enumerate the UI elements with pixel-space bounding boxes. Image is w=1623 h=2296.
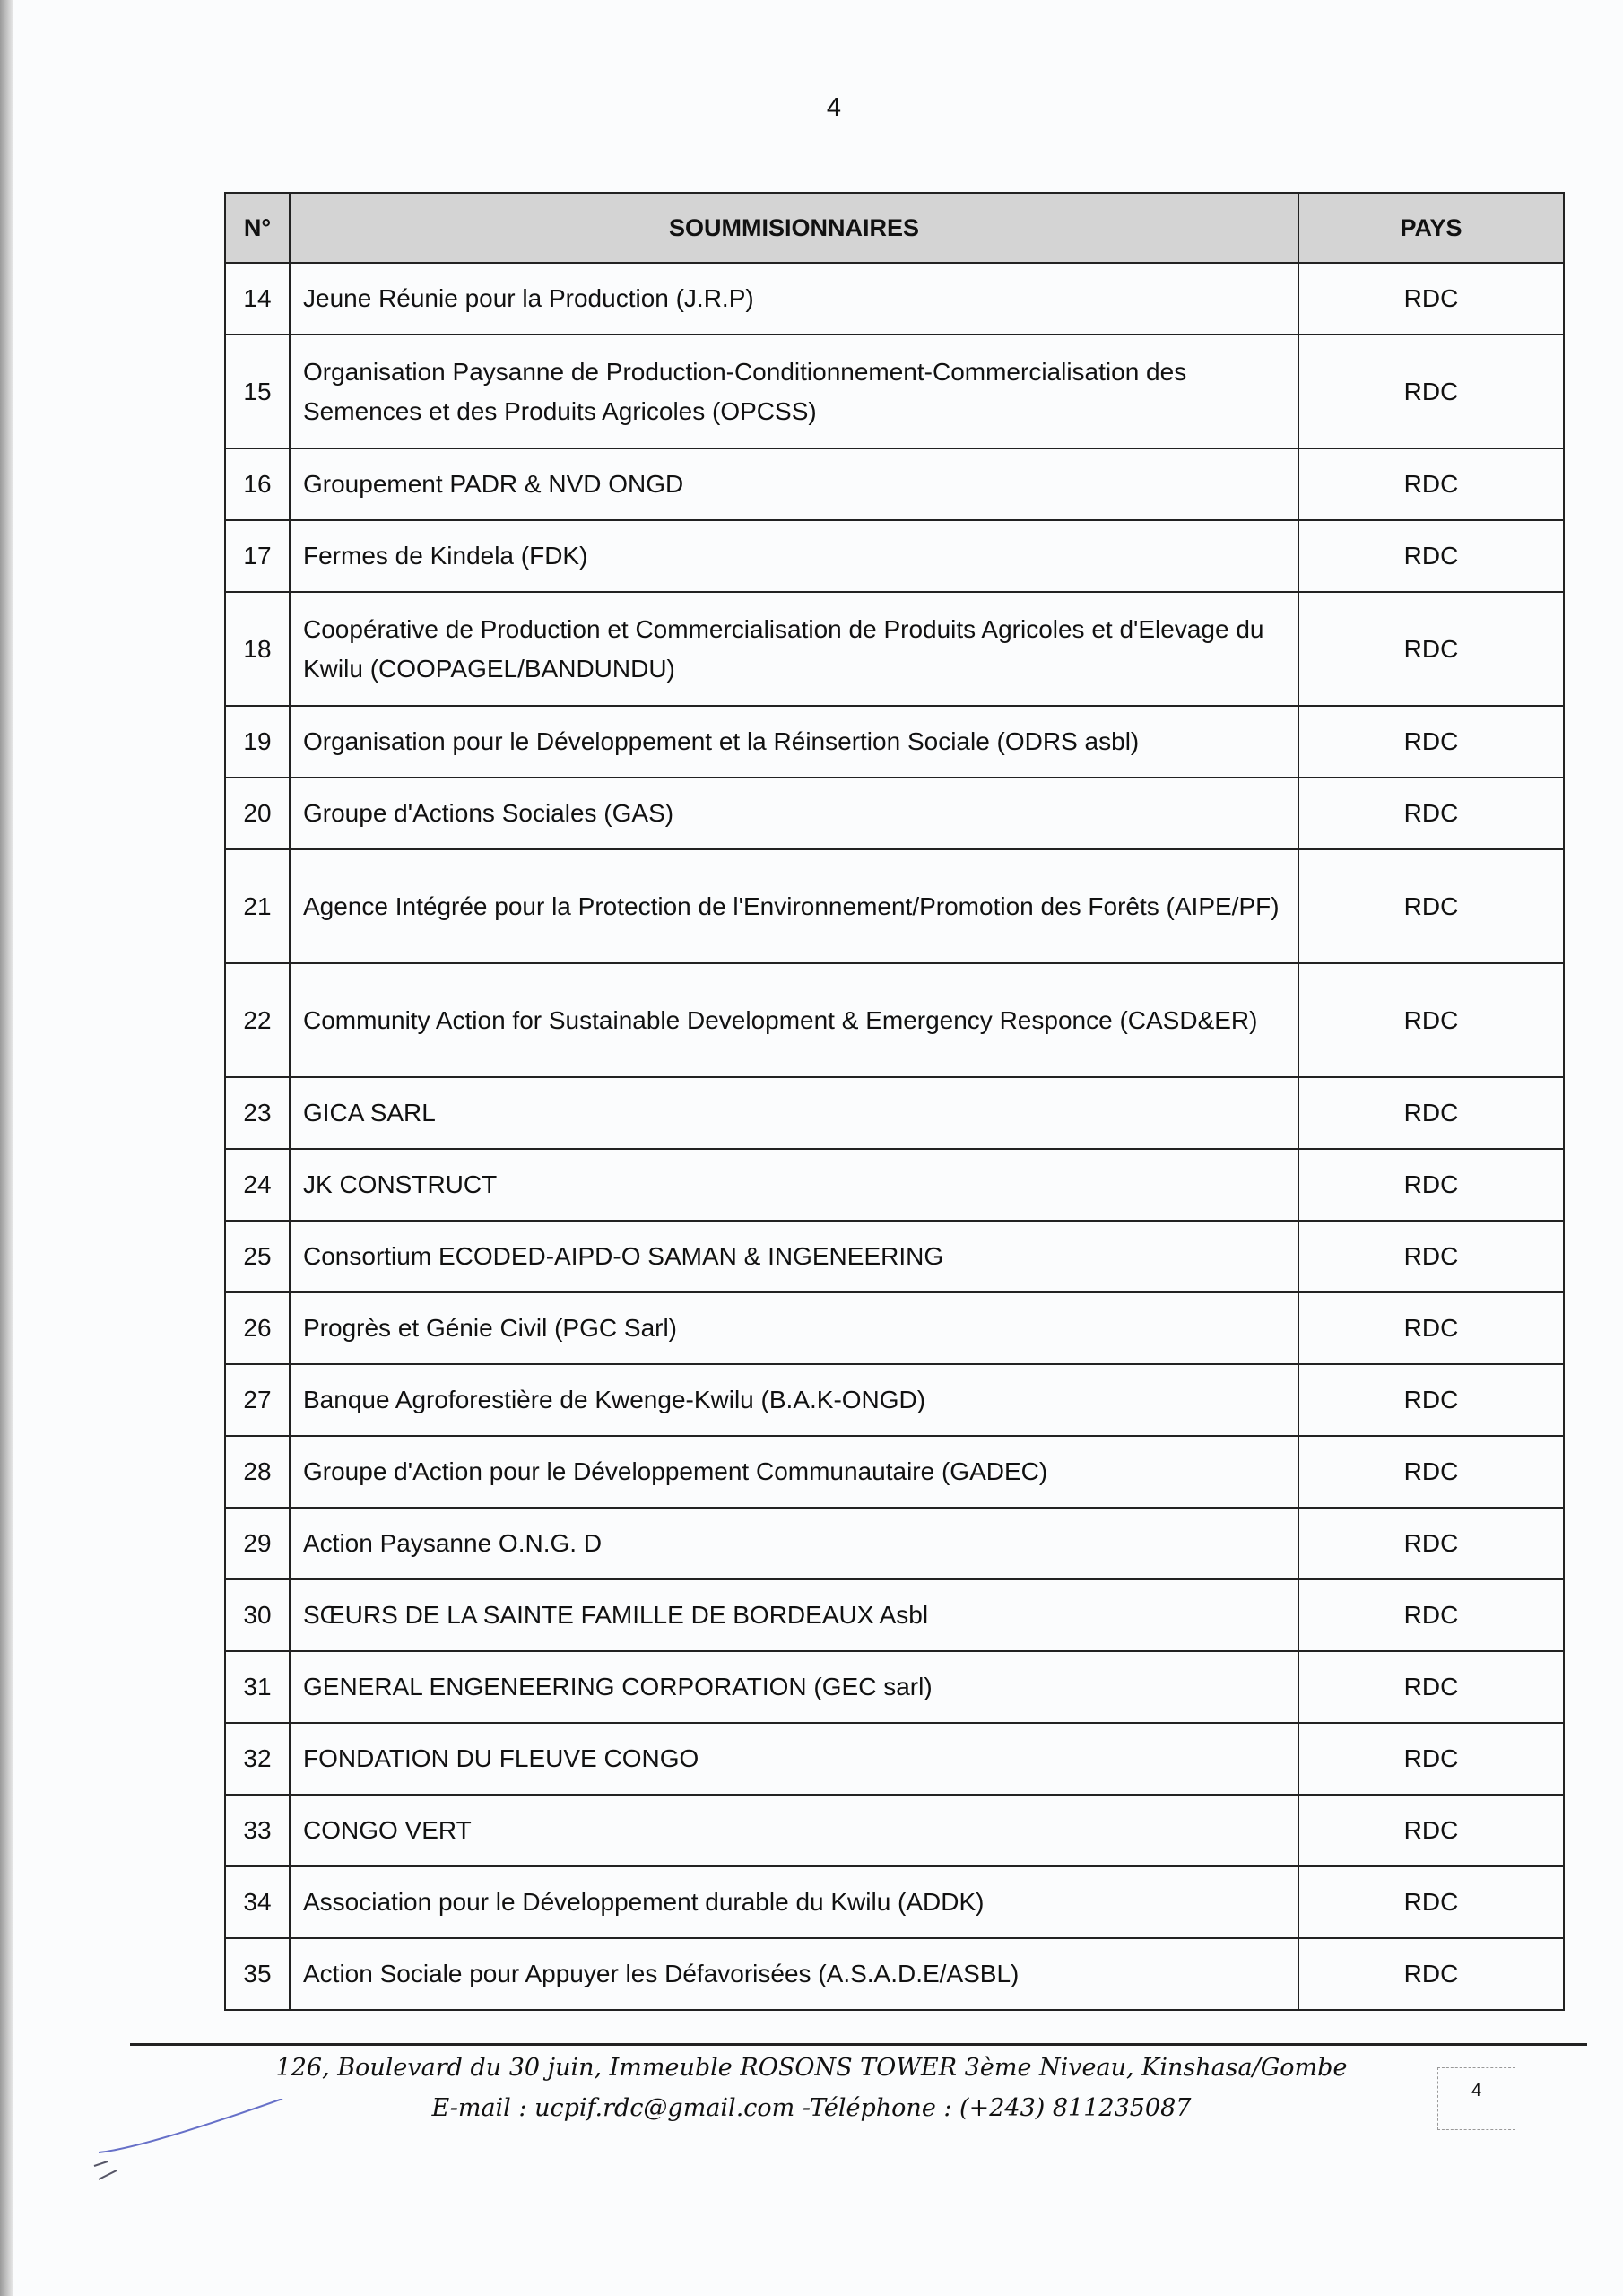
row-number: 24: [225, 1149, 290, 1221]
row-number: 23: [225, 1077, 290, 1149]
country: RDC: [1298, 1077, 1564, 1149]
country: RDC: [1298, 849, 1564, 963]
bidder-name: Organisation pour le Développement et la Réinsertion Sociale (ODRS asbl): [290, 706, 1298, 778]
row-number: 29: [225, 1508, 290, 1579]
bidder-name: Groupement PADR & NVD ONGD: [290, 448, 1298, 520]
bidder-name: FONDATION DU FLEUVE CONGO: [290, 1723, 1298, 1795]
row-number: 35: [225, 1938, 290, 2010]
table-row: [225, 1866, 1564, 1938]
table-row: [225, 1077, 1564, 1149]
country: RDC: [1298, 448, 1564, 520]
country: RDC: [1298, 1579, 1564, 1651]
table-row: [225, 778, 1564, 849]
bidder-name: Jeune Réunie pour la Production (J.R.P): [290, 263, 1298, 335]
row-number: 28: [225, 1436, 290, 1508]
country: RDC: [1298, 335, 1564, 448]
header-number: N°: [225, 193, 290, 263]
country: RDC: [1298, 1651, 1564, 1723]
table-row: [225, 1651, 1564, 1723]
bidder-name: Agence Intégrée pour la Protection de l'Environnement/Promotion des Forêts (AIPE/PF): [290, 849, 1298, 963]
bidder-name: Progrès et Génie Civil (PGC Sarl): [290, 1292, 1298, 1364]
row-number: 33: [225, 1795, 290, 1866]
country: RDC: [1298, 1149, 1564, 1221]
table-row: [225, 1938, 1564, 2010]
row-number: 34: [225, 1866, 290, 1938]
country: RDC: [1298, 1723, 1564, 1795]
row-number: 15: [225, 335, 290, 448]
signature-mark: [90, 2099, 287, 2188]
bidder-name: Organisation Paysanne de Production-Conditionnement-Commercialisation des Semences et des Produits Agricoles (OPCSS): [290, 335, 1298, 448]
table-row: [225, 1723, 1564, 1795]
table-row: [225, 448, 1564, 520]
row-number: 20: [225, 778, 290, 849]
country: RDC: [1298, 1221, 1564, 1292]
bidder-name: SŒURS DE LA SAINTE FAMILLE DE BORDEAUX Asbl: [290, 1579, 1298, 1651]
row-number: 26: [225, 1292, 290, 1364]
country: RDC: [1298, 1508, 1564, 1579]
table-row: [225, 1579, 1564, 1651]
table-row: [225, 1364, 1564, 1436]
table-row: [225, 706, 1564, 778]
bidder-name: GICA SARL: [290, 1077, 1298, 1149]
table-row: [225, 1292, 1564, 1364]
table-row: [225, 849, 1564, 963]
table-row: [225, 263, 1564, 335]
table-row: [225, 592, 1564, 706]
footer-divider: [130, 2043, 1587, 2046]
table-header: [225, 193, 1564, 263]
bidder-name: Action Sociale pour Appuyer les Défavorisées (A.S.A.D.E/ASBL): [290, 1938, 1298, 2010]
country: RDC: [1298, 1364, 1564, 1436]
row-number: 32: [225, 1723, 290, 1795]
footer-contact: E-mail : ucpif.rdc@gmail.com -Téléphone : (+243) 811235087: [431, 2094, 1192, 2122]
bidder-name: Association pour le Développement durable du Kwilu (ADDK): [290, 1866, 1298, 1938]
row-number: 30: [225, 1579, 290, 1651]
bidder-name: GENERAL ENGENEERING CORPORATION (GEC sarl): [290, 1651, 1298, 1723]
bidder-name: CONGO VERT: [290, 1795, 1298, 1866]
table-row: [225, 335, 1564, 448]
bidder-name: Groupe d'Action pour le Développement Communautaire (GADEC): [290, 1436, 1298, 1508]
country: RDC: [1298, 1795, 1564, 1866]
page-stamp: 4: [1437, 2067, 1515, 2130]
footer-address: 126, Boulevard du 30 juin, Immeuble ROSONS TOWER 3ème Niveau, Kinshasa/Gombe: [275, 2054, 1348, 2082]
row-number: 16: [225, 448, 290, 520]
bidder-name: Banque Agroforestière de Kwenge-Kwilu (B.A.K-ONGD): [290, 1364, 1298, 1436]
country: RDC: [1298, 592, 1564, 706]
country: RDC: [1298, 520, 1564, 592]
row-number: 22: [225, 963, 290, 1077]
table-row: [225, 1149, 1564, 1221]
row-number: 21: [225, 849, 290, 963]
bidder-name: Fermes de Kindela (FDK): [290, 520, 1298, 592]
header-country: PAYS: [1298, 193, 1564, 263]
row-number: 27: [225, 1364, 290, 1436]
table-row: [225, 1436, 1564, 1508]
bidder-name: Consortium ECODED-AIPD-O SAMAN & INGENEERING: [290, 1221, 1298, 1292]
bidder-name: Groupe d'Actions Sociales (GAS): [290, 778, 1298, 849]
country: RDC: [1298, 1292, 1564, 1364]
bidders-table: [224, 192, 1565, 2011]
country: RDC: [1298, 263, 1564, 335]
table-row: [225, 1508, 1564, 1579]
row-number: 14: [225, 263, 290, 335]
bidder-name: Coopérative de Production et Commercialisation de Produits Agricoles et d'Elevage du Kwilu (COOPAGEL/BANDUNDU): [290, 592, 1298, 706]
country: RDC: [1298, 778, 1564, 849]
table-row: [225, 1221, 1564, 1292]
table-row: [225, 520, 1564, 592]
page-number: 4: [826, 93, 842, 122]
bidder-name: JK CONSTRUCT: [290, 1149, 1298, 1221]
country: RDC: [1298, 1436, 1564, 1508]
country: RDC: [1298, 706, 1564, 778]
table-row: [225, 1795, 1564, 1866]
row-number: 31: [225, 1651, 290, 1723]
row-number: 25: [225, 1221, 290, 1292]
bidder-name: Action Paysanne O.N.G. D: [290, 1508, 1298, 1579]
row-number: 17: [225, 520, 290, 592]
row-number: 18: [225, 592, 290, 706]
country: RDC: [1298, 1938, 1564, 2010]
bidder-name: Community Action for Sustainable Development & Emergency Responce (CASD&ER): [290, 963, 1298, 1077]
row-number: 19: [225, 706, 290, 778]
country: RDC: [1298, 963, 1564, 1077]
header-bidders: SOUMMISIONNAIRES: [290, 193, 1298, 263]
scan-edge: [0, 0, 13, 2296]
table-row: [225, 963, 1564, 1077]
country: RDC: [1298, 1866, 1564, 1938]
